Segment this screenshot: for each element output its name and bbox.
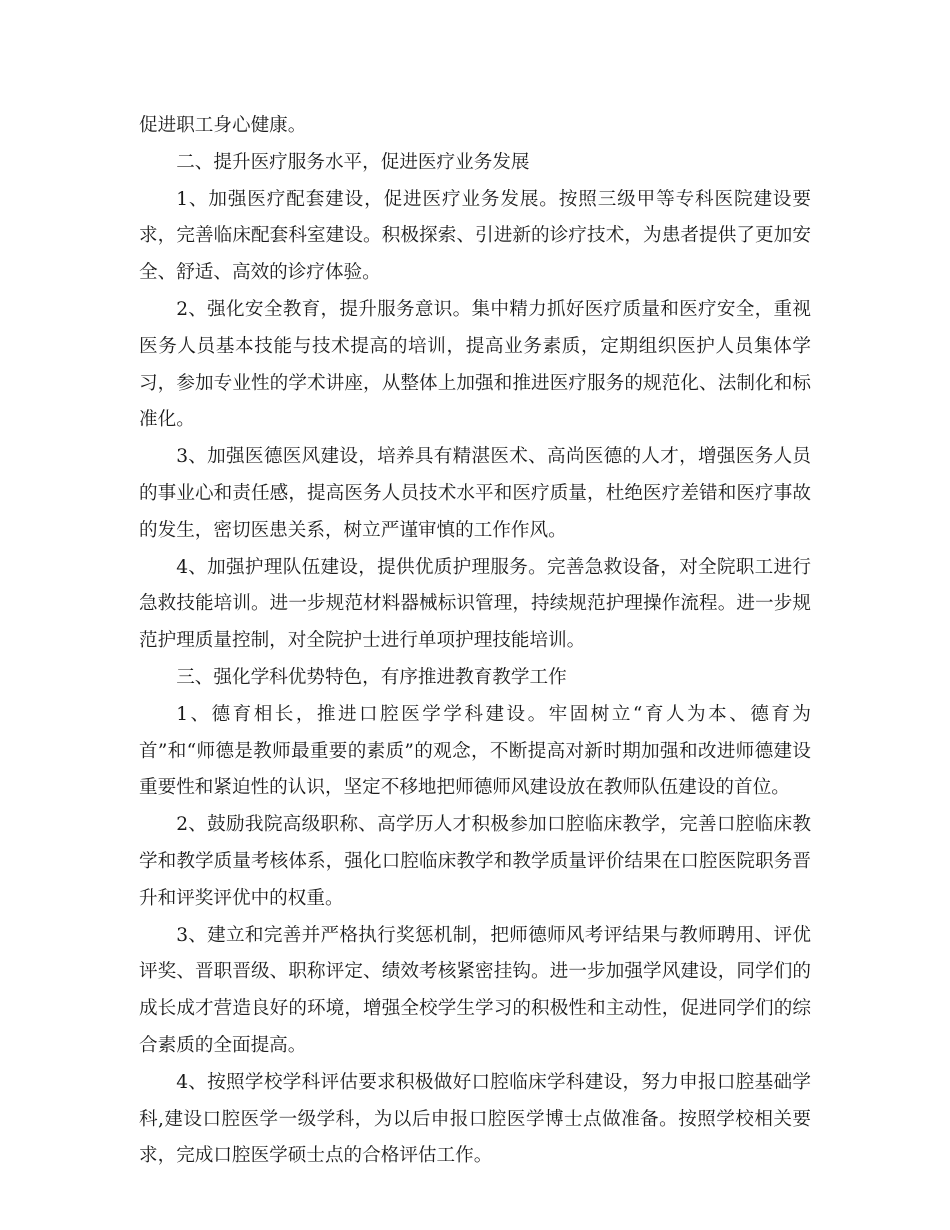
paragraph-3-3: 3、建立和完善并严格执行奖惩机制，把师德师风考评结果与教师聘用、评优评奖、晋职晋级、职称评定、绩效考核紧密挂钩。进一步加强学风建设，同学们的成长成才营造良好的环境，增强全校学生学习的积极性和主动性，促进同学们的综合素质的全面提高。: [139, 924, 811, 1056]
document-body: [139, 108, 811, 1175]
paragraph-3-2: 2、鼓励我院高级职称、高学历人才积极参加口腔临床教学，完善口腔临床教学和教学质量考核体系，强化口腔临床教学和教学质量评价结果在口腔医院职务晋升和评奖评优中的权重。: [139, 814, 811, 909]
section-heading-3: 三、强化学科优势特色，有序推进教育教学工作: [176, 666, 567, 688]
paragraph-2-1: 1、加强医疗配套建设，促进医疗业务发展。按照三级甲等专科医院建设要求，完善临床配套科室建设。积极探索、引进新的诊疗技术，为患者提供了更加安全、舒适、高效的诊疗体验。: [139, 188, 811, 284]
paragraph-continuation: 促进职工身心健康。: [139, 115, 307, 136]
paragraph-2-3: 3、加强医德医风建设，培养具有精湛医术、高尚医德的人才，增强医务人员的事业心和责任感，提高医务人员技术水平和医疗质量，杜绝医疗差错和医疗事故的发生，密切医患关系，树立严谨审慎的工作作风。: [139, 446, 811, 541]
paragraph-3-1: 1、德育相长，推进口腔医学学科建设。牢固树立“育人为本、德育为首”和“师德是教师最重要的素质”的观念，不断提高对新时期加强和改进师德建设重要性和紧迫性的认识，坚定不移地把师德师风建设放在教师队伍建设的首位。: [139, 703, 811, 799]
paragraph-3-4: 4、按照学校学科评估要求积极做好口腔临床学科建设，努力申报口腔基础学科,建设口腔医学一级学科，为以后申报口腔医学博士点做准备。按照学校相关要求，完成口腔医学硕士点的合格评估工作。: [139, 1071, 811, 1167]
paragraph-2-2: 2、强化安全教育，提升服务意识。集中精力抓好医疗质量和医疗安全，重视医务人员基本技能与技术提高的培训，提高业务素质，定期组织医护人员集体学习，参加专业性的学术讲座，从整体上加强和推进医疗服务的规范化、法制化和标准化。: [139, 298, 811, 431]
paragraph-2-4: 4、加强护理队伍建设，提供优质护理服务。完善急救设备，对全院职工进行急救技能培训。进一步规范材料器械标识管理，持续规范护理操作流程。进一步规范护理质量控制，对全院护士进行单项护理技能培训。: [139, 556, 811, 652]
section-heading-2: 二、提升医疗服务水平，促进医疗业务发展: [176, 151, 530, 173]
